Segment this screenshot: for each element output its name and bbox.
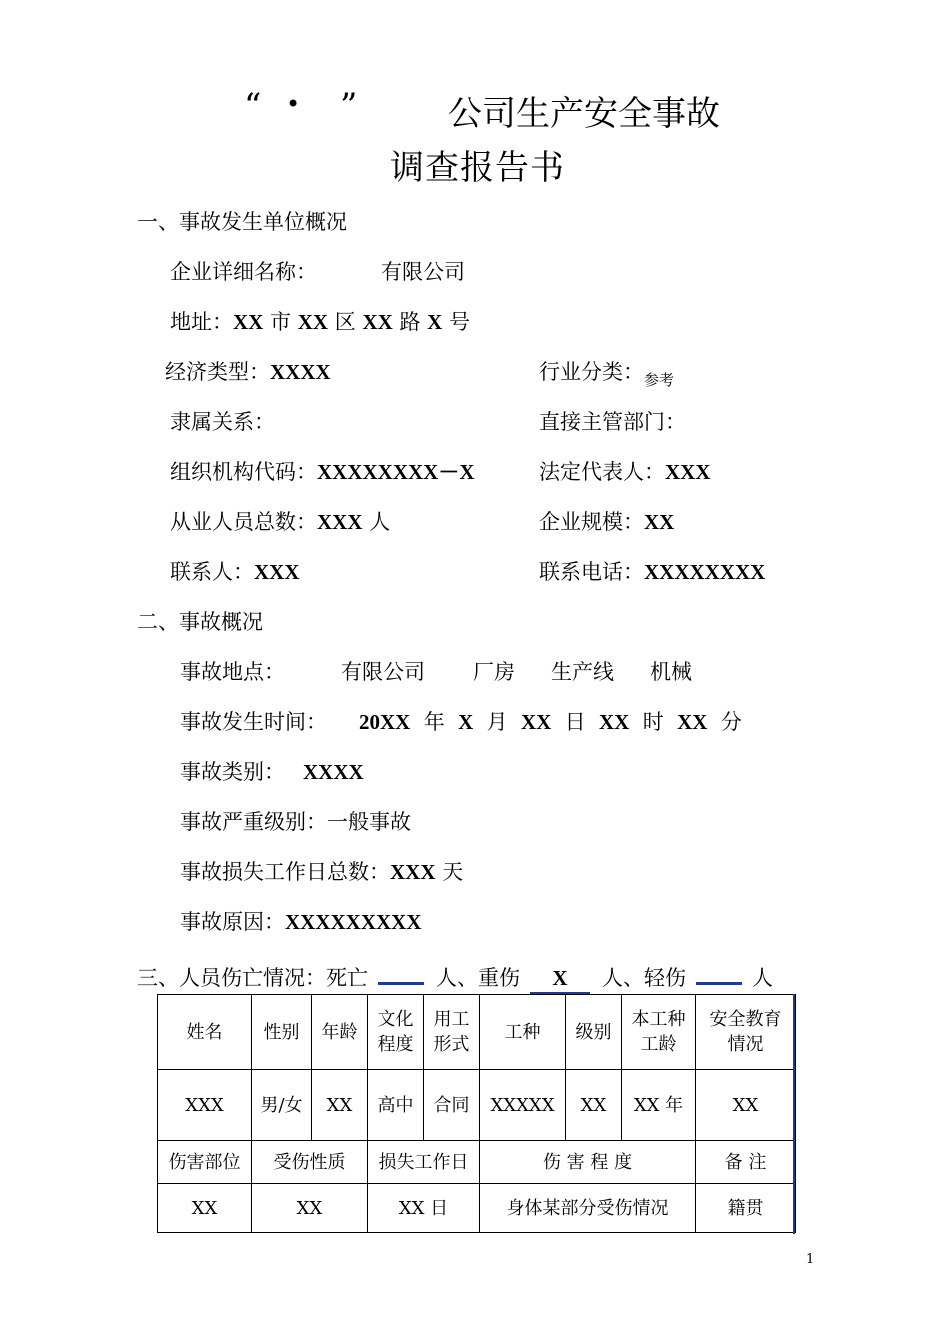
cause-row <box>180 906 422 936</box>
econ-type-label: 经济类型： <box>165 360 270 384</box>
category-value: XXXX <box>303 760 364 784</box>
time-min-unit: 分 <box>720 710 742 734</box>
title-line1: 公司生产安全事故 <box>448 94 720 134</box>
phone-row <box>539 556 765 586</box>
org-code-value: XXXXXXXX－X <box>317 460 475 484</box>
time-hour-unit: 时 <box>642 710 664 734</box>
staff-label: 从业人员总数： <box>170 510 317 534</box>
address-road: 路 <box>399 310 421 334</box>
econ-type-row <box>165 356 331 386</box>
company-name-label: 企业详细名称： <box>170 260 317 284</box>
supervisor-label: 直接主管部门： <box>539 410 686 434</box>
header-age: 年龄 <box>312 995 368 1070</box>
location-line: 生产线 <box>551 660 614 684</box>
category-row <box>180 756 364 786</box>
time-day: XX <box>520 710 552 734</box>
section3-tail: 人 <box>752 966 773 990</box>
category-label: 事故类别： <box>180 760 285 784</box>
staff-value: XXX <box>317 510 363 534</box>
section1-heading: 一、事故发生单位概况 <box>137 210 347 234</box>
header-remarks: 备 注 <box>696 1141 796 1184</box>
contact-row <box>170 556 300 586</box>
lost-days-value: XXX <box>390 860 436 884</box>
address-label: 地址： <box>170 310 233 334</box>
legal-rep-row <box>539 456 711 486</box>
header-injury-nature: 受伤性质 <box>252 1141 368 1184</box>
cell-education: 高中 <box>368 1070 424 1141</box>
header-job: 工种 <box>480 995 566 1070</box>
time-label: 事故发生时间： <box>180 710 327 734</box>
cell-injury-part: XX <box>158 1184 252 1233</box>
affiliation-label: 隶属关系： <box>170 410 275 434</box>
industry-value: 参考 <box>644 371 675 389</box>
address-city-code: XX <box>233 310 264 334</box>
deaths-blank <box>378 956 424 985</box>
header-seniority: 本工种工龄 <box>622 995 696 1070</box>
header-gender: 性别 <box>252 995 312 1070</box>
cell-employment: 合同 <box>424 1070 480 1141</box>
scale-label: 企业规模： <box>539 510 644 534</box>
address-row <box>170 306 470 336</box>
header-education: 文化程度 <box>368 995 424 1070</box>
time-year: 20XX <box>359 710 411 734</box>
title-open-quote: “ <box>244 86 262 126</box>
title-dot: • <box>286 90 301 118</box>
time-month: X <box>458 710 474 734</box>
time-hour: XX <box>599 710 630 734</box>
legal-rep-label: 法定代表人： <box>539 460 665 484</box>
serious-value: X <box>530 966 590 995</box>
header-level: 级别 <box>566 995 622 1070</box>
location-row <box>180 656 692 686</box>
location-company: 有限公司 <box>341 660 425 684</box>
address-district-code: XX <box>297 310 329 334</box>
header-injury-part: 伤害部位 <box>158 1141 252 1184</box>
staff-unit: 人 <box>369 510 391 534</box>
contact-value: XXX <box>254 560 300 584</box>
cause-label: 事故原因： <box>180 910 285 934</box>
address-city: 市 <box>270 310 292 334</box>
section2-heading: 二、事故概况 <box>137 610 263 634</box>
cell-lost-workdays: XX 日 <box>368 1184 480 1233</box>
time-day-unit: 日 <box>564 710 586 734</box>
cell-injury-nature: XX <box>252 1184 368 1233</box>
cell-name: XXX <box>158 1070 252 1141</box>
company-name-row <box>170 256 465 286</box>
industry-row <box>539 356 675 389</box>
header-injury-degree: 伤 害 程 度 <box>480 1141 696 1184</box>
org-code-label: 组织机构代码： <box>170 460 317 484</box>
address-district: 区 <box>334 310 356 334</box>
address-road-code: XX <box>362 310 393 334</box>
cell-gender: 男/女 <box>252 1070 312 1141</box>
cell-safety-education: XX <box>696 1070 796 1141</box>
lost-days-row <box>180 856 463 886</box>
cause-value: XXXXXXXXX <box>285 910 422 934</box>
cell-level: XX <box>566 1070 622 1141</box>
table-right-border <box>793 994 795 1234</box>
section3-row <box>137 956 773 995</box>
location-plant: 厂房 <box>473 660 515 684</box>
cell-injury-degree: 身体某部分受伤情况 <box>480 1184 696 1233</box>
header-employment: 用工形式 <box>424 995 480 1070</box>
cell-remarks: 籍贯 <box>696 1184 796 1233</box>
time-row <box>180 706 742 736</box>
time-min: XX <box>677 710 708 734</box>
title-close-quote: ” <box>340 86 358 126</box>
cell-age: XX <box>312 1070 368 1141</box>
severity-value: 一般事故 <box>327 810 411 834</box>
address-number: 号 <box>449 310 471 334</box>
title-line2: 调查报告书 <box>390 148 565 188</box>
address-number-code: X <box>427 310 443 334</box>
table-header-row <box>158 995 796 1070</box>
location-label: 事故地点： <box>180 660 285 684</box>
contact-label: 联系人： <box>170 560 254 584</box>
table-row <box>158 1070 796 1141</box>
minor-label: 人、轻伤 <box>602 966 686 990</box>
injury-table <box>157 994 796 1233</box>
company-name-value: 有限公司 <box>381 260 465 284</box>
time-year-unit: 年 <box>423 710 445 734</box>
serious-label: 人、重伤 <box>436 966 520 990</box>
scale-value: XX <box>644 510 675 534</box>
econ-type-value: XXXX <box>270 360 331 384</box>
industry-label: 行业分类： <box>539 360 644 384</box>
location-machine: 机械 <box>650 660 692 684</box>
header-lost-workdays: 损失工作日 <box>368 1141 480 1184</box>
lost-days-unit: 天 <box>442 860 464 884</box>
page-number: 1 <box>806 1252 815 1267</box>
section3-heading: 三、人员伤亡情况：死亡 <box>137 966 368 990</box>
legal-rep-value: XXX <box>665 460 711 484</box>
phone-value: XXXXXXXX <box>644 560 766 584</box>
time-month-unit: 月 <box>486 710 508 734</box>
severity-row <box>180 806 411 836</box>
cell-job: XXXXX <box>480 1070 566 1141</box>
header-safety-education: 安全教育情况 <box>696 995 796 1070</box>
cell-seniority: XX 年 <box>622 1070 696 1141</box>
severity-label: 事故严重级别： <box>180 810 327 834</box>
table-header-row-2 <box>158 1141 796 1184</box>
header-name: 姓名 <box>158 995 252 1070</box>
table-row <box>158 1184 796 1233</box>
minor-blank <box>696 956 742 985</box>
org-code-row <box>170 456 475 486</box>
lost-days-label: 事故损失工作日总数： <box>180 860 390 884</box>
phone-label: 联系电话： <box>539 560 644 584</box>
staff-row <box>170 506 390 536</box>
scale-row <box>539 506 674 536</box>
